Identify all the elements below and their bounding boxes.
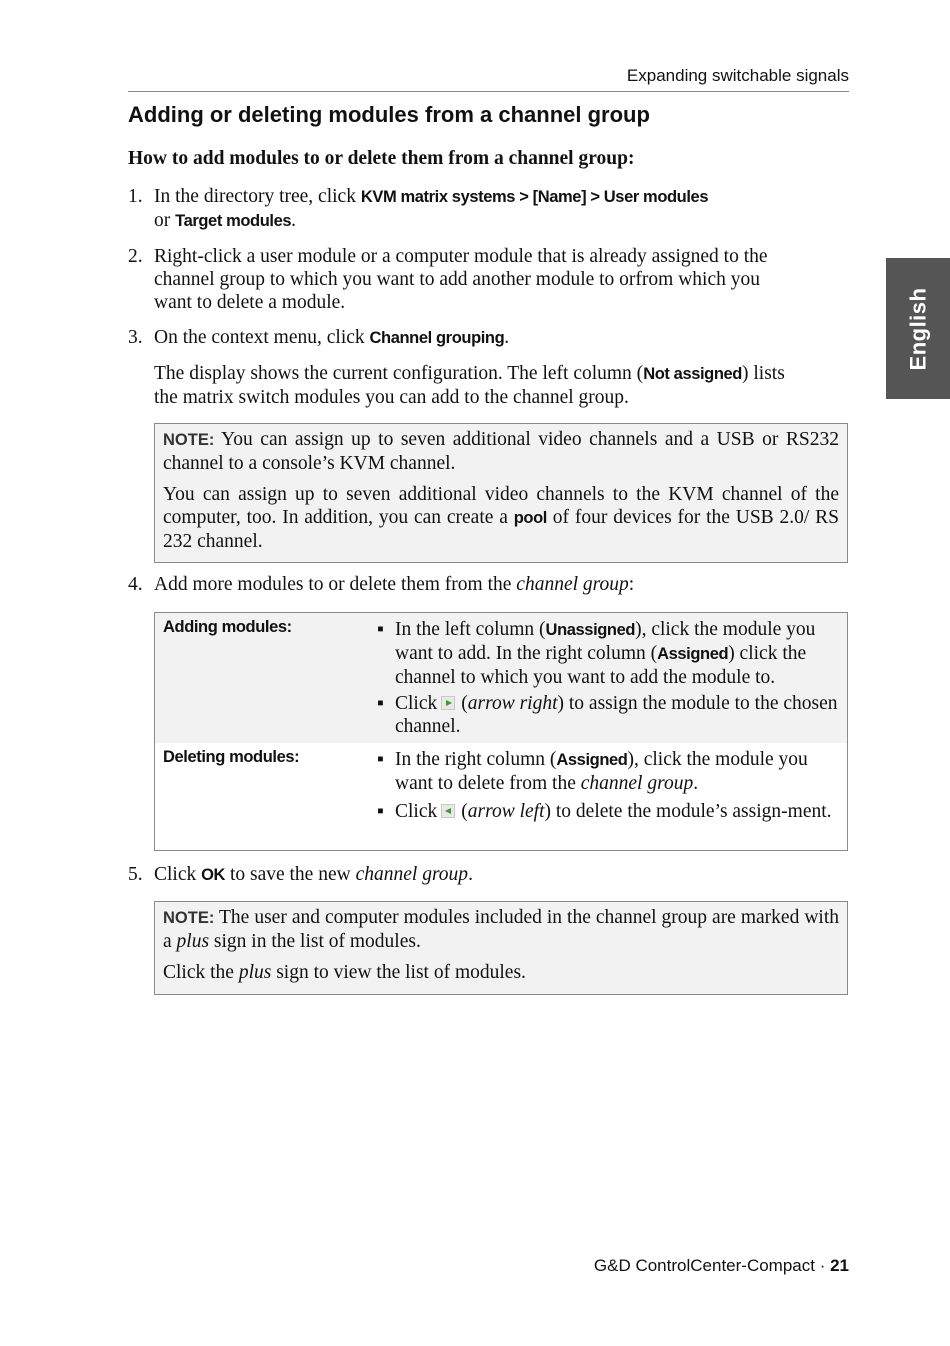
deleting-step-select: In the right column (Assigned), click the module you want to delete from the channel group.: [395, 749, 808, 794]
section-title: Adding or deleting modules from a channel group: [128, 102, 650, 127]
not-assigned-label: Not assigned: [643, 365, 742, 383]
step-4-text: Add more modules to or delete them from the channel group:: [154, 574, 635, 595]
note-paragraph: NOTE: You can assign up to seven additional video channels and a USB or RS232 channel to a console’s KVM channel.: [163, 429, 839, 474]
ok-button-label: OK: [201, 866, 226, 884]
adding-step-click: Click (arrow right) to assign the module to the chosen channel.: [395, 693, 838, 737]
pool-label: pool: [513, 509, 547, 527]
page-footer: [594, 1256, 849, 1276]
deleting-modules-label: Deleting modules:: [163, 748, 300, 766]
menu-path: KVM matrix systems > [Name] > User modules: [360, 188, 709, 206]
step-number: 5.: [128, 864, 143, 885]
page-number: 21: [830, 1256, 849, 1275]
table-row-deleting: [155, 743, 847, 850]
bullet: ▪: [377, 693, 384, 714]
channel-grouping-label: Channel grouping: [369, 329, 505, 347]
bullet: ▪: [377, 619, 384, 640]
language-tab: [886, 258, 950, 399]
step-number: 3.: [128, 327, 143, 348]
note-paragraph: You can assign up to seven additional video channels to the KVM channel of the computer, too. In addition, you can create a pool of four devices for the USB 2.0/ RS 232 channel.: [163, 484, 839, 552]
note-label: NOTE:: [163, 431, 215, 449]
arrow-right-icon[interactable]: [441, 696, 455, 710]
step-1-text: In the directory tree, click KVM matrix systems > [Name] > User modules or Target modules.: [154, 186, 709, 231]
note-paragraph: Click the plus sign to view the list of modules.: [163, 962, 526, 983]
running-header: [128, 66, 849, 92]
note-box: [154, 423, 848, 563]
product-name: G&D ControlCenter-Compact ·: [593, 1256, 831, 1275]
note-paragraph: NOTE: The user and computer modules included in the channel group are marked with a plus sign in the list of modules.: [163, 907, 839, 952]
arrow-left-icon[interactable]: [441, 804, 455, 818]
deleting-step-click: Click (arrow left) to delete the module’s assign-ment.: [395, 801, 832, 822]
section-subtitle: How to add modules to or delete them from a channel group:: [128, 148, 635, 169]
bullet: ▪: [377, 801, 384, 822]
step-2-text: Right-click a user module or a computer module that is already assigned to the channel group to which you want to add another module to orfrom which you want to delete a module.: [154, 246, 768, 313]
step-5-text: Click OK to save the new channel group.: [154, 864, 473, 885]
adding-modules-label: Adding modules:: [163, 618, 292, 636]
target-modules-label: Target modules: [175, 212, 292, 230]
note-label: NOTE:: [163, 909, 215, 927]
bullet: ▪: [377, 749, 384, 770]
adding-step-select: In the left column (Unassigned), click the module you want to add. In the right column (Assigned) click the channel to which you want to add the module to.: [395, 619, 816, 688]
step-3-description: The display shows the current configuration. The left column (Not assigned) lists the matrix switch modules you can add to the channel group.: [154, 363, 785, 408]
running-title: Expanding switchable signals: [626, 66, 849, 85]
operations-table: [154, 612, 848, 851]
step-3-text: On the context menu, click Channel grouping.: [154, 327, 510, 348]
note-box: [154, 901, 848, 995]
step-number: 1.: [128, 186, 143, 207]
table-row-adding: [155, 613, 847, 743]
step-number: 4.: [128, 574, 143, 595]
language-tab-label: English: [905, 287, 931, 370]
step-number: 2.: [128, 246, 143, 267]
